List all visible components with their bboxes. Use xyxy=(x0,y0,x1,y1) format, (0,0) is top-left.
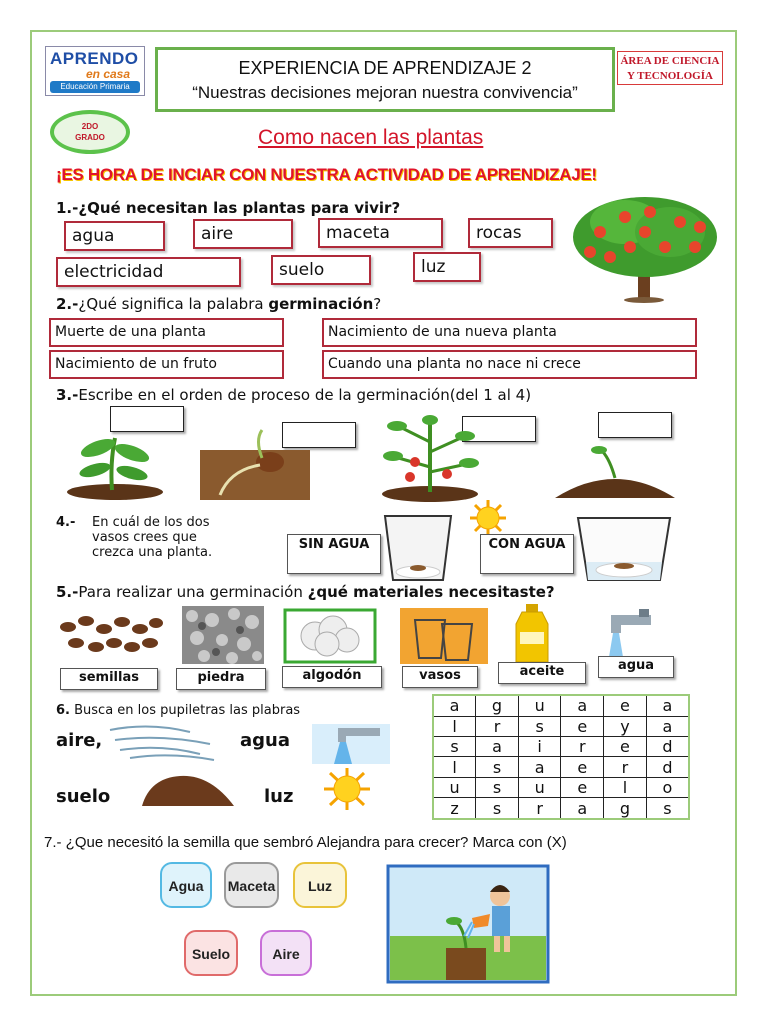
word-search-cell[interactable]: a xyxy=(646,716,689,736)
word-search-cell[interactable]: y xyxy=(604,716,647,736)
question-6 xyxy=(56,703,300,718)
glasses-image xyxy=(400,608,488,664)
material-semillas[interactable]: semillas xyxy=(60,668,158,690)
water-tap-image xyxy=(595,607,659,657)
q3-text: Escribe en el orden de proceso de la germinación(del 1 al 4) xyxy=(78,386,532,404)
q6-text: Busca en los pupiletras las plabras xyxy=(74,703,301,718)
word-search-row xyxy=(433,777,689,797)
q4-text xyxy=(92,515,212,560)
word-search-row xyxy=(433,798,689,819)
experience-title: EXPERIENCIA DE APRENDIZAJE 2 xyxy=(238,58,532,78)
word-search-cell[interactable]: l xyxy=(604,777,647,797)
oil-bottle-image xyxy=(512,604,552,664)
experience-subtitle: “Nuestras decisiones mejoran nuestra convivencia” xyxy=(192,83,578,102)
q4-line3: crezca una planta. xyxy=(92,545,213,560)
aprendo-en-casa-logo xyxy=(45,46,145,96)
word-search-cell[interactable]: u xyxy=(433,777,476,797)
q7-option-aire[interactable]: Aire xyxy=(260,930,312,976)
word-search-cell[interactable]: e xyxy=(561,777,604,797)
word-suelo: suelo xyxy=(56,786,111,807)
material-piedra[interactable]: piedra xyxy=(176,668,266,690)
q5-bold: ¿qué materiales necesitaste? xyxy=(307,583,555,601)
word-search-row xyxy=(433,757,689,777)
label-con-agua[interactable]: CON AGUA xyxy=(480,534,574,574)
q3-blank-4[interactable] xyxy=(598,412,672,438)
stones-image xyxy=(182,606,264,664)
word-luz: luz xyxy=(264,786,294,807)
word-search-cell[interactable]: u xyxy=(518,695,561,716)
girl-watering-plant-image xyxy=(388,866,548,982)
q1-option-maceta[interactable]: maceta xyxy=(318,218,443,248)
glass-with-water-image xyxy=(576,516,672,582)
q2-end: ? xyxy=(373,295,382,313)
word-search-cell[interactable]: e xyxy=(561,757,604,777)
word-search-row xyxy=(433,736,689,756)
q7-option-maceta[interactable]: Maceta xyxy=(224,862,279,908)
word-search-cell[interactable]: s xyxy=(476,798,519,819)
word-search-cell[interactable]: s xyxy=(433,736,476,756)
word-search-cell[interactable]: a xyxy=(433,695,476,716)
word-search-cell[interactable]: g xyxy=(604,798,647,819)
word-search-cell[interactable]: d xyxy=(646,757,689,777)
question-2 xyxy=(56,295,381,313)
germinating-seed-image xyxy=(200,430,310,500)
word-search-cell[interactable]: a xyxy=(561,695,604,716)
cotton-image xyxy=(285,610,375,662)
word-search-cell[interactable]: o xyxy=(646,777,689,797)
question-3 xyxy=(56,386,531,404)
seeds-image xyxy=(56,607,166,662)
q1-option-suelo[interactable]: suelo xyxy=(271,255,371,285)
q1-option-agua[interactable]: agua xyxy=(64,221,165,251)
word-search-cell[interactable]: e xyxy=(604,695,647,716)
word-search-cell[interactable]: a xyxy=(646,695,689,716)
q1-option-electricidad[interactable]: electricidad xyxy=(56,257,241,287)
experience-header xyxy=(155,47,615,112)
word-search-cell[interactable]: l xyxy=(433,757,476,777)
word-search-cell[interactable]: e xyxy=(561,716,604,736)
tomato-plant-image xyxy=(375,412,485,502)
tap-water-image xyxy=(312,724,390,764)
grade-line1: 2DO xyxy=(81,122,99,131)
word-search-cell[interactable]: r xyxy=(476,716,519,736)
word-search-cell[interactable]: r xyxy=(604,757,647,777)
q1-number: 1.- xyxy=(56,199,79,217)
sun-icon xyxy=(470,500,506,536)
word-search-cell[interactable]: r xyxy=(518,798,561,819)
material-agua[interactable]: agua xyxy=(598,656,674,678)
q4-number: 4.- xyxy=(56,515,76,530)
word-search-cell[interactable]: u xyxy=(518,777,561,797)
main-title: Como nacen las plantas xyxy=(258,126,484,149)
word-search-row xyxy=(433,695,689,716)
word-agua: agua xyxy=(240,730,290,751)
q7-option-agua[interactable]: Agua xyxy=(160,862,212,908)
word-search-cell[interactable]: d xyxy=(646,736,689,756)
word-search-cell[interactable]: g xyxy=(476,695,519,716)
q1-option-rocas[interactable]: rocas xyxy=(468,218,553,248)
soil-image xyxy=(140,772,236,808)
sun-image xyxy=(312,768,382,810)
word-search-cell[interactable]: z xyxy=(433,798,476,819)
word-search-cell[interactable]: a xyxy=(561,798,604,819)
word-search-cell[interactable]: e xyxy=(604,736,647,756)
q5-number: 5.- xyxy=(56,583,79,601)
q1-text: ¿Qué necesitan las plantas para vivir? xyxy=(78,199,401,217)
material-algodon[interactable]: algodón xyxy=(282,666,382,688)
material-vasos[interactable]: vasos xyxy=(402,666,478,688)
word-search-cell[interactable]: i xyxy=(518,736,561,756)
activity-banner: ¡ES HORA DE INCIAR CON NUESTRA ACTIVIDAD DE APRENDIZAJE! xyxy=(56,165,597,184)
q2-option-2[interactable]: Nacimiento de una nueva planta xyxy=(322,318,697,347)
wind-image xyxy=(110,722,215,762)
word-search-cell[interactable]: r xyxy=(561,736,604,756)
q7-option-suelo[interactable]: Suelo xyxy=(184,930,238,976)
word-search-cell[interactable]: l xyxy=(433,716,476,736)
word-search-row xyxy=(433,716,689,736)
q2-option-1[interactable]: Muerte de una planta xyxy=(49,318,284,347)
logo-line2: en casa xyxy=(86,67,131,81)
word-search-cell[interactable]: a xyxy=(476,736,519,756)
q2-option-3[interactable]: Nacimiento de un fruto xyxy=(49,350,284,379)
question-5 xyxy=(56,583,555,601)
grade-badge xyxy=(50,110,130,154)
q2-number: 2.- xyxy=(56,295,79,313)
logo-line3: Educación Primaria xyxy=(50,81,140,93)
q2-option-4[interactable]: Cuando una planta no nace ni crece xyxy=(322,350,697,379)
q4-line1: En cuál de los dos xyxy=(92,515,210,530)
q1-option-aire[interactable]: aire xyxy=(193,219,293,249)
q4-line2: vasos crees que xyxy=(92,530,197,545)
label-sin-agua[interactable]: SIN AGUA xyxy=(287,534,381,574)
sprout-in-soil-image xyxy=(555,440,675,500)
word-search-cell[interactable]: s xyxy=(518,716,561,736)
logo-line1: APRENDO xyxy=(50,49,139,68)
q3-number: 3.- xyxy=(56,386,79,404)
question-7: 7.- ¿Que necesitó la semilla que sembró Alejandra para crecer? Marca con (X) xyxy=(44,834,567,851)
material-aceite[interactable]: aceite xyxy=(498,662,586,684)
word-aire: aire, xyxy=(56,730,103,751)
q2-bold-word: germinación xyxy=(268,295,374,313)
word-search-cell[interactable]: s xyxy=(476,757,519,777)
word-search-cell[interactable]: s xyxy=(476,777,519,797)
word-search-cell[interactable]: s xyxy=(646,798,689,819)
fruit-tree-image xyxy=(570,192,720,304)
word-search-cell[interactable]: a xyxy=(518,757,561,777)
grade-line2: GRADO xyxy=(75,133,105,142)
area-badge: ÁREA DE CIENCIA Y TECNOLOGÍA xyxy=(617,51,723,85)
q7-option-luz[interactable]: Luz xyxy=(293,862,347,908)
q5-text: Para realizar una germinación xyxy=(78,583,308,601)
glass-without-water-image xyxy=(383,512,453,582)
q1-option-luz[interactable]: luz xyxy=(413,252,481,282)
question-1 xyxy=(56,199,400,217)
q6-number: 6. xyxy=(56,703,70,718)
seedling-image xyxy=(60,428,170,498)
q2-text: ¿Qué significa la palabra xyxy=(78,295,269,313)
word-search-grid xyxy=(432,694,690,820)
